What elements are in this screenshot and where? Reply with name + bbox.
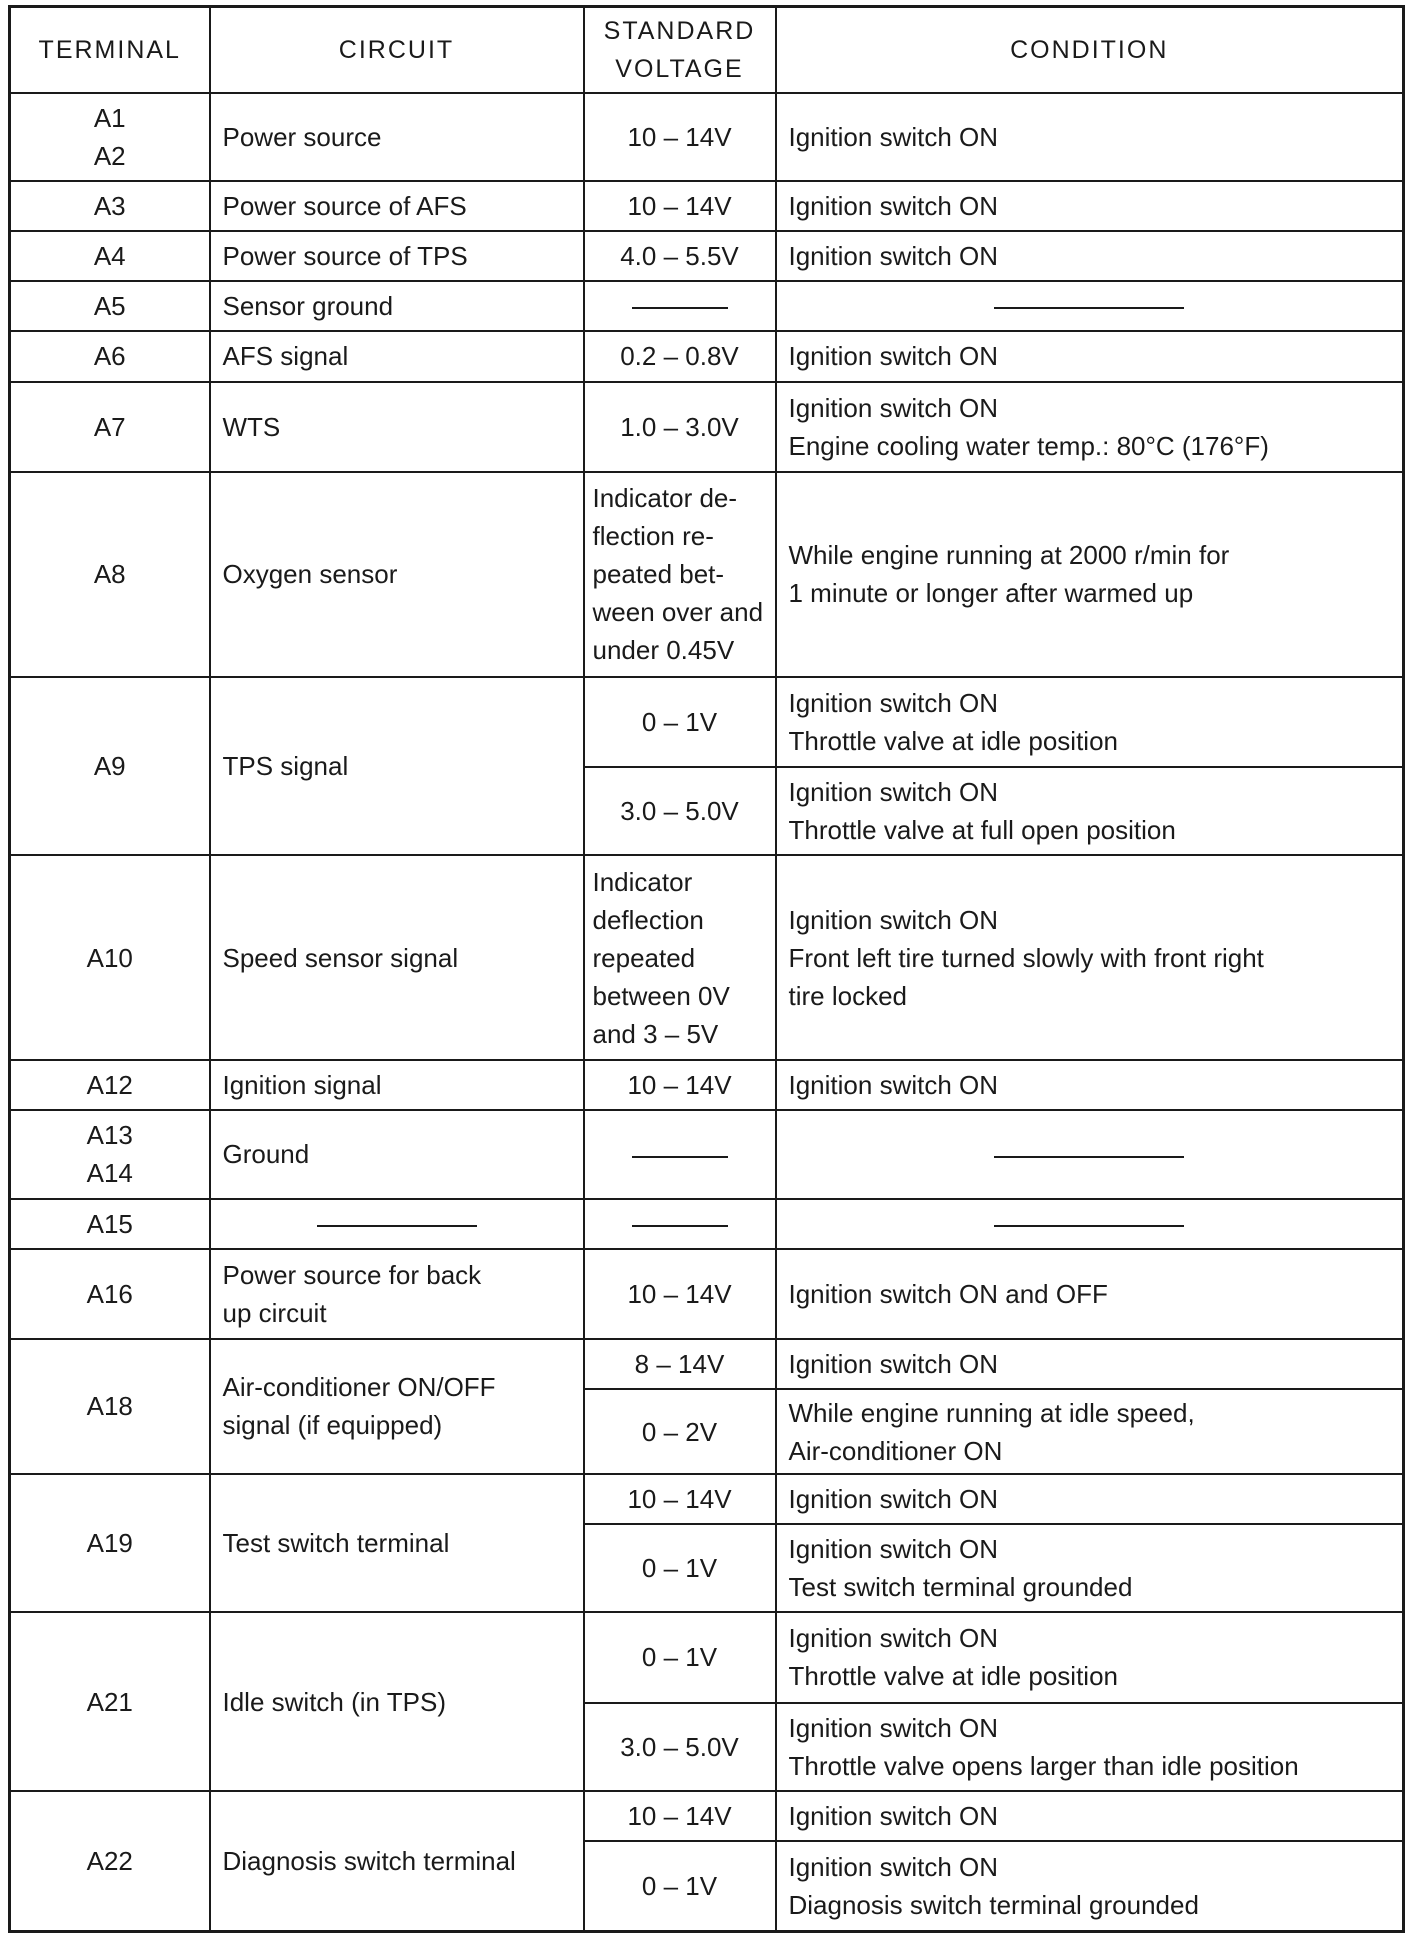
voltage-cell: 0.2 – 0.8V (584, 331, 776, 381)
voltage-cell: 1.0 – 3.0V (584, 382, 776, 472)
condition-cell (776, 1703, 1404, 1791)
circuit-line: up circuit (222, 1298, 327, 1328)
voltage-cell (584, 472, 776, 677)
condition-cell (776, 677, 1404, 767)
condition-line: Throttle valve at idle position (788, 725, 1119, 756)
condition-line: Throttle valve opens larger than idle position (788, 1750, 1299, 1781)
circuit-cell: TPS signal (210, 677, 584, 856)
circuit-cell: Power source (210, 93, 584, 181)
terminal-cell: A5 (10, 281, 210, 331)
voltage-cell: 3.0 – 5.0V (584, 1703, 776, 1791)
header-voltage-line1: STANDARD (603, 16, 756, 45)
condition-line: Ignition switch ON (788, 904, 999, 935)
header-standard-voltage (584, 7, 776, 93)
terminal-cell: A9 (10, 677, 210, 856)
circuit-cell: Diagnosis switch terminal (210, 1791, 584, 1932)
circuit-cell: Power source of AFS (210, 181, 584, 231)
empty-dash (994, 1225, 1184, 1227)
terminal-label: A14 (86, 1158, 133, 1189)
condition-cell: Ignition switch ON (776, 1060, 1404, 1110)
terminal-cell: A19 (10, 1474, 210, 1613)
circuit-line: Power source for back (222, 1260, 482, 1290)
voltage-cell: 0 – 1V (584, 1841, 776, 1931)
voltage-cell: 10 – 14V (584, 1249, 776, 1339)
terminal-cell: A18 (10, 1339, 210, 1474)
header-circuit: CIRCUIT (210, 7, 584, 93)
table-row (10, 1612, 1404, 1702)
voltage-cell: 10 – 14V (584, 1791, 776, 1841)
table-row (10, 1474, 1404, 1524)
voltage-line: flection re- (592, 521, 714, 552)
condition-cell: Ignition switch ON (776, 1339, 1404, 1389)
condition-line: Test switch terminal grounded (788, 1572, 1133, 1603)
circuit-cell (210, 1339, 584, 1474)
voltage-line: repeated (592, 942, 696, 973)
condition-line: 1 minute or longer after warmed up (788, 578, 1194, 609)
terminal-cell: A8 (10, 472, 210, 677)
terminal-label: A13 (86, 1120, 133, 1151)
condition-line: Air-conditioner ON (788, 1435, 1003, 1466)
terminal-cell: A7 (10, 382, 210, 472)
table-row (10, 1249, 1404, 1339)
condition-cell (776, 855, 1404, 1060)
condition-cell (776, 1389, 1404, 1473)
condition-line: Front left tire turned slowly with front right (788, 942, 1264, 973)
terminal-cell: A22 (10, 1791, 210, 1932)
terminal-voltage-table (8, 5, 1405, 1933)
condition-cell (776, 1841, 1404, 1931)
empty-dash (317, 1225, 477, 1227)
circuit-cell: AFS signal (210, 331, 584, 381)
condition-line: While engine running at 2000 r/min for (788, 540, 1230, 571)
terminal-cell (10, 93, 210, 181)
terminal-cell: A21 (10, 1612, 210, 1791)
condition-cell (776, 767, 1404, 855)
condition-cell (776, 472, 1404, 677)
voltage-cell: 10 – 14V (584, 181, 776, 231)
condition-cell (776, 281, 1404, 331)
voltage-cell: 0 – 2V (584, 1389, 776, 1473)
condition-line: Ignition switch ON (788, 1534, 999, 1565)
condition-line: Engine cooling water temp.: 80°C (176°F) (788, 430, 1269, 461)
terminal-cell: A3 (10, 181, 210, 231)
voltage-cell: 3.0 – 5.0V (584, 767, 776, 855)
condition-line: Diagnosis switch terminal grounded (788, 1890, 1199, 1921)
condition-cell: Ignition switch ON (776, 181, 1404, 231)
voltage-line: peated bet- (592, 559, 725, 590)
circuit-cell: Sensor ground (210, 281, 584, 331)
circuit-cell (210, 1249, 584, 1339)
voltage-cell (584, 1110, 776, 1198)
table-row (10, 181, 1404, 231)
voltage-cell: 10 – 14V (584, 1474, 776, 1524)
voltage-line: Indicator (592, 866, 693, 897)
table-row (10, 1339, 1404, 1389)
condition-cell: Ignition switch ON (776, 1791, 1404, 1841)
voltage-cell (584, 1199, 776, 1249)
header-condition: CONDITION (776, 7, 1404, 93)
condition-cell: Ignition switch ON (776, 1474, 1404, 1524)
condition-line: Throttle valve at full open position (788, 815, 1176, 846)
header-row (10, 7, 1404, 93)
voltage-cell: 0 – 1V (584, 677, 776, 767)
table-row (10, 281, 1404, 331)
table-row (10, 1060, 1404, 1110)
circuit-cell: Speed sensor signal (210, 855, 584, 1060)
voltage-cell: 0 – 1V (584, 1524, 776, 1612)
voltage-cell: 0 – 1V (584, 1612, 776, 1702)
circuit-cell: Ignition signal (210, 1060, 584, 1110)
table-row (10, 382, 1404, 472)
voltage-cell: 4.0 – 5.5V (584, 231, 776, 281)
terminal-cell: A6 (10, 331, 210, 381)
condition-line: Throttle valve at idle position (788, 1661, 1119, 1692)
condition-cell (776, 1110, 1404, 1198)
condition-line: Ignition switch ON (788, 1623, 999, 1654)
condition-cell (776, 1524, 1404, 1612)
condition-cell (776, 1199, 1404, 1249)
terminal-label: A1 (93, 102, 126, 133)
condition-line: Ignition switch ON (788, 777, 999, 808)
voltage-line: deflection (592, 904, 704, 935)
voltage-line: and 3 – 5V (592, 1018, 719, 1049)
condition-line: Ignition switch ON (788, 1712, 999, 1743)
circuit-cell (210, 1199, 584, 1249)
terminal-cell: A12 (10, 1060, 210, 1110)
table-row (10, 231, 1404, 281)
condition-line: tire locked (788, 980, 907, 1011)
condition-cell: Ignition switch ON (776, 231, 1404, 281)
condition-cell: Ignition switch ON and OFF (776, 1249, 1404, 1339)
header-voltage-line2: VOLTAGE (615, 54, 744, 83)
circuit-line: signal (if equipped) (222, 1410, 443, 1441)
table-row (10, 1199, 1404, 1249)
circuit-cell: Power source of TPS (210, 231, 584, 281)
table-row (10, 677, 1404, 767)
terminal-cell (10, 1110, 210, 1198)
condition-line: While engine running at idle speed, (788, 1397, 1195, 1428)
circuit-cell: WTS (210, 382, 584, 472)
voltage-cell: 10 – 14V (584, 93, 776, 181)
condition-line: Ignition switch ON (788, 687, 999, 718)
empty-dash (994, 307, 1184, 309)
header-terminal: TERMINAL (10, 7, 210, 93)
voltage-cell: 8 – 14V (584, 1339, 776, 1389)
voltage-cell (584, 855, 776, 1060)
table-row (10, 855, 1404, 1060)
table-row (10, 1110, 1404, 1198)
empty-dash (632, 1156, 728, 1158)
circuit-cell: Oxygen sensor (210, 472, 584, 677)
condition-cell (776, 1612, 1404, 1702)
circuit-cell: Test switch terminal (210, 1474, 584, 1613)
voltage-line: Indicator de- (592, 483, 738, 514)
voltage-cell: 10 – 14V (584, 1060, 776, 1110)
empty-dash (632, 1225, 728, 1227)
voltage-line: between 0V (592, 980, 730, 1011)
terminal-cell: A4 (10, 231, 210, 281)
condition-cell (776, 382, 1404, 472)
circuit-cell: Idle switch (in TPS) (210, 1612, 584, 1791)
empty-dash (994, 1156, 1184, 1158)
table-row (10, 472, 1404, 677)
condition-line: Ignition switch ON (788, 1852, 999, 1883)
voltage-cell (584, 281, 776, 331)
circuit-cell: Ground (210, 1110, 584, 1198)
table-row (10, 93, 1404, 181)
terminal-cell: A15 (10, 1199, 210, 1249)
empty-dash (632, 307, 728, 309)
voltage-line: under 0.45V (592, 635, 735, 666)
terminal-cell: A16 (10, 1249, 210, 1339)
condition-line: Ignition switch ON (788, 392, 999, 423)
condition-cell: Ignition switch ON (776, 331, 1404, 381)
condition-cell: Ignition switch ON (776, 93, 1404, 181)
circuit-line: Air-conditioner ON/OFF (222, 1372, 496, 1403)
table-row (10, 1791, 1404, 1841)
table-row (10, 331, 1404, 381)
terminal-cell: A10 (10, 855, 210, 1060)
voltage-line: ween over and (592, 597, 764, 628)
terminal-label: A2 (93, 140, 126, 171)
